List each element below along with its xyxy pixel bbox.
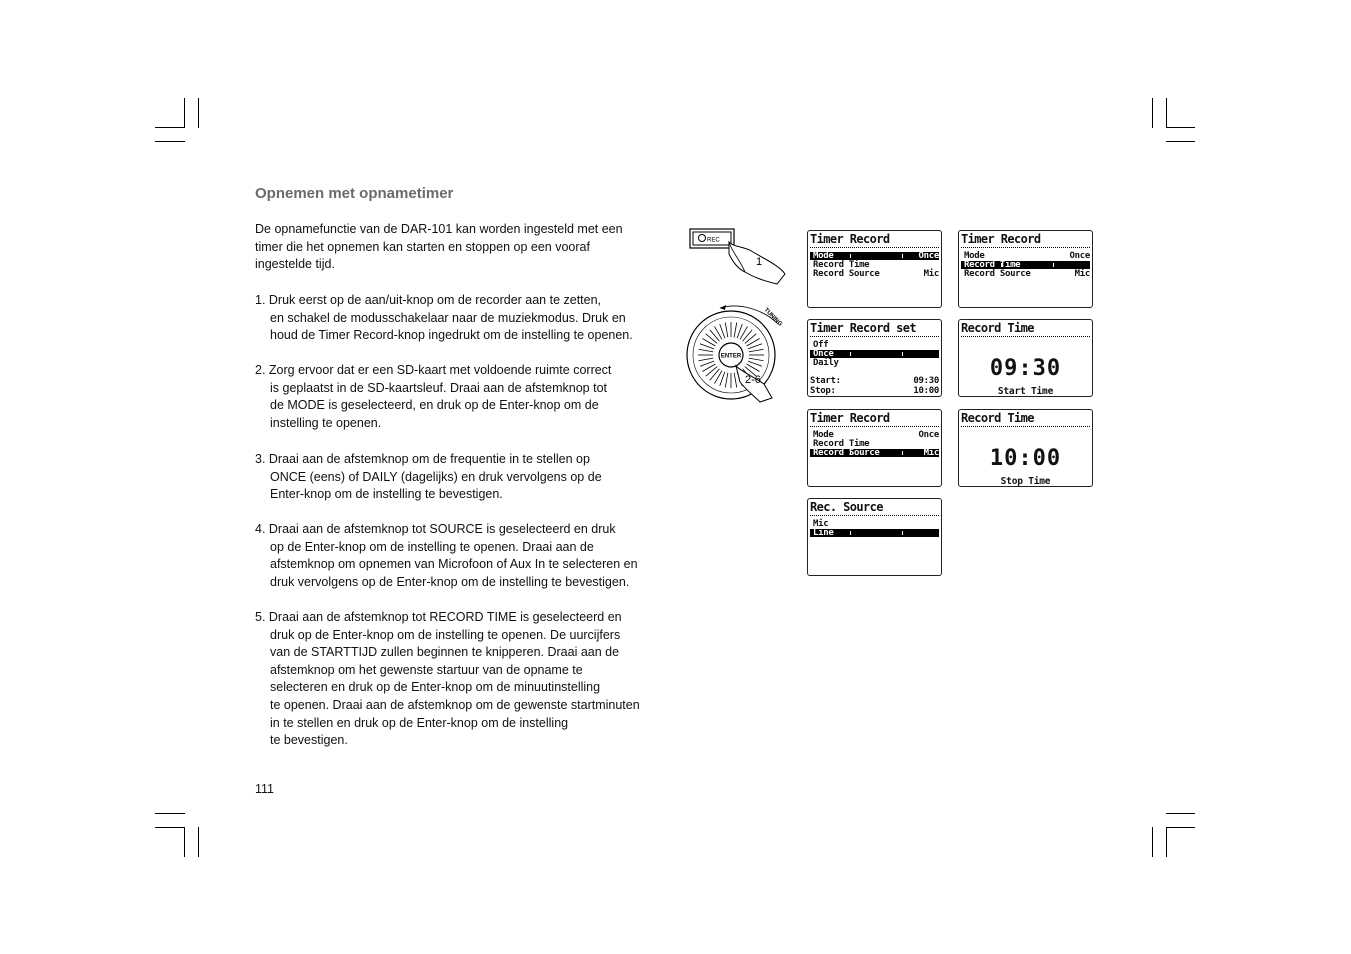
step-line: 5. Draai aan de afstemknop tot RECORD TIME is geselecteerd en bbox=[255, 610, 622, 624]
lcd-row: Mic bbox=[813, 519, 829, 529]
crop-mark bbox=[155, 141, 185, 142]
lcd-row: Record Time bbox=[813, 439, 870, 449]
lcd-row-stop: Stop: 10:00 bbox=[810, 386, 939, 396]
step-line: afstemknop om het gewenste startuur van de opname te bbox=[270, 662, 583, 677]
step-line: 4. Draai aan de afstemknop tot SOURCE is geselecteerd en druk bbox=[255, 522, 616, 536]
step-line: druk op de Enter-knop om de instelling te openen. De uurcijfers bbox=[270, 627, 621, 642]
lcd-title: Record Time bbox=[961, 321, 1034, 335]
crop-mark bbox=[1166, 98, 1167, 128]
tuning-label: TUNING bbox=[762, 307, 784, 328]
step-line: op de Enter-knop om de instelling te openen. Draai aan de bbox=[270, 539, 594, 554]
crop-mark bbox=[1166, 813, 1195, 814]
lcd-title: Record Time bbox=[961, 411, 1034, 425]
lcd-row-selected: Record Time bbox=[961, 261, 1090, 269]
lcd-caption: Start Time bbox=[997, 386, 1054, 397]
lcd-separator bbox=[961, 426, 1090, 427]
lcd-row: Daily bbox=[813, 358, 839, 368]
step-line: afstemknop om opnemen van Microfoon of Aux In te selecteren en bbox=[270, 557, 638, 572]
lcd-row-selected: Once bbox=[810, 350, 939, 358]
crop-mark bbox=[198, 98, 199, 128]
lcd-row: Off bbox=[813, 340, 829, 350]
step-line: houd de Timer Record-knop ingedrukt om de instelling te openen. bbox=[270, 328, 633, 343]
tuning-knob-illustration bbox=[684, 298, 789, 408]
intro-line: De opnamefunctie van de DAR-101 kan worden ingesteld met een bbox=[255, 222, 623, 236]
step-line: te openen. Draai aan de afstemknop om de gewenste startminuten bbox=[270, 697, 640, 712]
step-line: de MODE is geselecteerd, en druk op de Enter-knop om de bbox=[270, 398, 599, 413]
crop-mark bbox=[1166, 141, 1195, 142]
lcd-row-start: Start: 09:30 bbox=[810, 376, 939, 386]
lcd-screen-record-stop-time bbox=[958, 409, 1093, 487]
step-3 bbox=[255, 451, 675, 504]
lcd-screen-record-start-time bbox=[958, 319, 1093, 397]
step-1-label: 1 bbox=[756, 256, 763, 268]
lcd-row-selected: Line bbox=[810, 529, 939, 537]
lcd-title: Timer Record bbox=[810, 232, 890, 246]
lcd-row: Record Source Mic bbox=[964, 269, 1090, 279]
lcd-screen-timer-record-set bbox=[807, 319, 942, 397]
crop-mark bbox=[1152, 827, 1153, 857]
step-line: Enter-knop om de instelling te bevestigen. bbox=[270, 487, 503, 502]
crop-mark bbox=[1166, 827, 1195, 828]
lcd-screen-rec-source bbox=[807, 498, 942, 576]
step-line: selecteren en druk op de Enter-knop om de minuutinstelling bbox=[270, 680, 601, 695]
lcd-row-selected: Record Source Mic bbox=[810, 449, 939, 457]
lcd-screen-timer-record-time bbox=[958, 230, 1093, 308]
step-4 bbox=[255, 521, 675, 591]
lcd-title: Timer Record bbox=[961, 232, 1041, 246]
rec-button-illustration bbox=[685, 226, 790, 286]
lcd-separator bbox=[810, 515, 939, 516]
lcd-separator bbox=[961, 247, 1090, 248]
step-line: te bevestigen. bbox=[270, 733, 348, 748]
lcd-title: Rec. Source bbox=[810, 500, 883, 514]
crop-mark bbox=[184, 827, 185, 857]
lcd-row: Record Time bbox=[813, 260, 870, 270]
crop-mark bbox=[155, 813, 185, 814]
crop-mark bbox=[1166, 127, 1195, 128]
rec-label: REC bbox=[707, 237, 720, 244]
lcd-title: Timer Record bbox=[810, 411, 890, 425]
lcd-separator bbox=[961, 336, 1090, 337]
lcd-separator bbox=[810, 336, 939, 337]
step-2 bbox=[255, 362, 675, 432]
lcd-row: Mode Once bbox=[964, 251, 1090, 261]
lcd-separator bbox=[810, 426, 939, 427]
step-line: en schakel de modusschakelaar naar de muziekmodus. Druk en bbox=[270, 310, 626, 325]
lcd-title: Timer Record set bbox=[810, 321, 916, 335]
crop-mark bbox=[1166, 827, 1167, 857]
crop-mark bbox=[155, 827, 185, 828]
step-line: 2. Zorg ervoor dat er een SD-kaart met voldoende ruimte correct bbox=[255, 363, 612, 377]
crop-mark bbox=[1152, 98, 1153, 128]
intro-line: timer die het opnemen kan starten en stoppen op een vooraf bbox=[255, 239, 590, 254]
section-heading: Opnemen met opnametimer bbox=[255, 185, 454, 202]
crop-mark bbox=[155, 127, 185, 128]
step-1 bbox=[255, 292, 675, 345]
crop-mark bbox=[184, 98, 185, 128]
lcd-time: 09:30 bbox=[989, 356, 1062, 381]
step-line: druk vervolgens op de Enter-knop om de instelling te bevestigen. bbox=[270, 574, 630, 589]
enter-label: ENTER bbox=[720, 353, 742, 360]
step-line: in te stellen en druk op de Enter-knop om de instelling bbox=[270, 715, 569, 730]
lcd-caption: Stop Time bbox=[1000, 476, 1051, 487]
intro-line: ingestelde tijd. bbox=[255, 257, 335, 272]
lcd-screen-timer-record-source bbox=[807, 409, 942, 487]
lcd-time: 10:00 bbox=[989, 446, 1062, 471]
crop-mark bbox=[198, 827, 199, 857]
step-line: ONCE (eens) of DAILY (dagelijks) en druk vervolgens op de bbox=[270, 469, 602, 484]
lcd-row: Mode Once bbox=[813, 430, 939, 440]
step-line: 3. Draai aan de afstemknop om de frequentie in te stellen op bbox=[255, 452, 590, 466]
page-number: 111 bbox=[255, 782, 275, 796]
step-line: 1. Druk eerst op de aan/uit-knop om de recorder aan te zetten, bbox=[255, 293, 602, 307]
step-line: instelling te openen. bbox=[270, 415, 382, 430]
step-line: van de STARTTIJD zullen beginnen te knipperen. Draai aan de bbox=[270, 645, 620, 660]
lcd-row-selected: Mode Once bbox=[810, 252, 939, 260]
step-5 bbox=[255, 609, 675, 750]
steps-2-6-label: 2-6 bbox=[745, 374, 761, 386]
lcd-row: Record Source Mic bbox=[813, 269, 939, 279]
step-line: is geplaatst in de SD-kaartsleuf. Draai aan de afstemknop tot bbox=[270, 380, 607, 395]
intro-paragraph bbox=[255, 221, 675, 274]
lcd-screen-timer-record-mode bbox=[807, 230, 942, 308]
lcd-separator bbox=[810, 247, 939, 248]
